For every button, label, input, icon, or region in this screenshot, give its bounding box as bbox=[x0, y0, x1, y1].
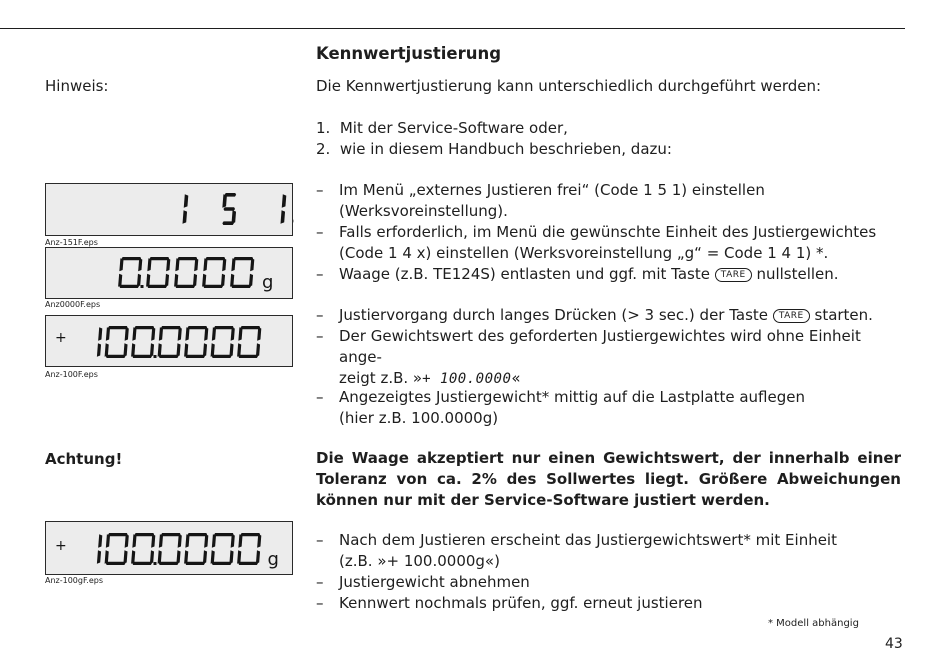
lcd-segment bbox=[211, 343, 215, 357]
lcd-segment bbox=[256, 343, 260, 357]
lcd-segment bbox=[147, 285, 167, 288]
bullet-text-part: Justiervorgang durch langes Drücken (> 3 sec.) der Taste bbox=[339, 306, 769, 324]
lcd-segment bbox=[257, 534, 261, 548]
bullet-item bbox=[316, 222, 901, 264]
lcd-segment bbox=[125, 534, 129, 548]
lcd-segment bbox=[161, 326, 181, 329]
lcd-segment bbox=[132, 327, 136, 341]
footnote: * Modell abhängig bbox=[768, 618, 859, 629]
bullet-text-line: Nach dem Justieren erscheint das Justiergewichtswert* mit Einheit bbox=[339, 531, 837, 549]
lcd-segment bbox=[178, 257, 198, 260]
side-label-achtung: Achtung! bbox=[45, 450, 123, 468]
bullet-text: Kennwert nochmals prüfen, ggf. erneut justieren bbox=[339, 594, 703, 612]
bullet-marker: – bbox=[316, 306, 324, 324]
lcd-segment bbox=[204, 534, 208, 548]
lcd-segment bbox=[178, 534, 182, 548]
bullet-item bbox=[316, 593, 901, 614]
lcd-segment bbox=[175, 258, 179, 271]
lcd-decimal-point bbox=[141, 285, 144, 288]
lcd-segment bbox=[151, 534, 155, 548]
lcd-display bbox=[45, 247, 293, 299]
bullet-text bbox=[339, 305, 901, 326]
lcd-segment bbox=[231, 285, 251, 288]
lcd-segment bbox=[214, 533, 234, 536]
lcd-segment bbox=[108, 326, 128, 329]
section-title: Kennwertjustierung bbox=[316, 44, 502, 63]
lcd-segment bbox=[119, 285, 139, 288]
lcd-digits bbox=[46, 522, 294, 576]
lcd-glyph: g bbox=[267, 549, 279, 570]
lcd-segment bbox=[212, 355, 232, 358]
bullet-text bbox=[339, 264, 901, 285]
lcd-segment bbox=[106, 355, 126, 358]
bullet-text-part: nullstellen. bbox=[756, 265, 839, 283]
lcd-segment bbox=[122, 257, 142, 260]
item-number: 2. bbox=[316, 140, 331, 158]
lcd-segment bbox=[221, 274, 225, 287]
lcd-segment bbox=[238, 355, 258, 358]
lcd-segment bbox=[238, 327, 242, 341]
lcd-glyph: g bbox=[262, 272, 274, 293]
bullet-marker: – bbox=[316, 327, 324, 345]
lcd-segment bbox=[151, 327, 155, 341]
lcd-segment bbox=[257, 327, 261, 341]
bullet-text-line: Angezeigtes Justiergewicht* mittig auf die Lastplatte auflegen bbox=[339, 388, 805, 406]
lcd-segment bbox=[237, 550, 241, 564]
bullet-item bbox=[316, 387, 901, 429]
tare-key-icon: TARE bbox=[715, 268, 752, 282]
figure-caption: Anz-100gF.eps bbox=[45, 576, 104, 585]
lcd-segment bbox=[203, 285, 223, 288]
bullet-marker: – bbox=[316, 223, 324, 241]
lcd-segment bbox=[229, 550, 233, 564]
lcd-segment bbox=[159, 355, 179, 358]
lcd-segment bbox=[238, 562, 258, 565]
lcd-segment bbox=[241, 533, 261, 536]
bullet-marker: – bbox=[316, 388, 324, 406]
inline-display-value: + 100.0000 bbox=[422, 371, 512, 387]
lcd-segment bbox=[161, 533, 181, 536]
lcd-segment bbox=[185, 562, 205, 565]
lcd-segment bbox=[150, 257, 170, 260]
lcd-segment bbox=[256, 550, 260, 564]
lcd-segment bbox=[159, 562, 179, 565]
header-rule bbox=[0, 28, 905, 29]
lcd-digits bbox=[46, 248, 294, 300]
lcd-segment bbox=[214, 326, 234, 329]
lcd-segment bbox=[229, 343, 233, 357]
intro-text: Die Kennwertjustierung kann unterschiedlich durchgeführt werden: bbox=[316, 77, 822, 95]
lcd-segment bbox=[123, 343, 127, 357]
lcd-segment bbox=[231, 327, 235, 341]
lcd-segment bbox=[234, 257, 254, 260]
lcd-segment bbox=[132, 562, 152, 565]
lcd-display bbox=[45, 183, 293, 236]
bullet-item bbox=[316, 572, 901, 593]
lcd-segment bbox=[206, 257, 226, 260]
lcd-segment bbox=[280, 210, 285, 224]
lcd-segment bbox=[105, 343, 109, 357]
figure-caption: Anz-151F.eps bbox=[45, 238, 98, 247]
bullet-item bbox=[316, 326, 901, 390]
warning-paragraph: Die Waage akzeptiert nur einen Gewichtswert, der innerhalb einer Toleranz von ca. 2% des Sollwertes liegt. Größere Abweichungen können nur mit der Service-Software justiert werden. bbox=[316, 449, 901, 509]
bullet-text-part: starten. bbox=[814, 306, 873, 324]
item-text: wie in diesem Handbuch beschrieben, dazu: bbox=[339, 140, 672, 158]
numbered-item bbox=[316, 139, 672, 160]
lcd-segment bbox=[193, 274, 197, 287]
lcd-digits bbox=[46, 316, 294, 368]
lcd-segment bbox=[188, 533, 208, 536]
lcd-segment bbox=[212, 562, 232, 565]
bullet-item bbox=[316, 264, 901, 285]
lcd-glyph: + bbox=[55, 538, 67, 554]
lcd-segment bbox=[203, 550, 207, 564]
bullet-text bbox=[339, 326, 901, 390]
lcd-segment bbox=[176, 343, 180, 357]
lcd-segment bbox=[150, 550, 154, 564]
bullet-text-part: Waage (z.B. TE124S) entlasten und ggf. mit Taste bbox=[339, 265, 710, 283]
lcd-segment bbox=[237, 343, 241, 357]
lcd-segment bbox=[249, 274, 253, 287]
lcd-segment bbox=[123, 550, 127, 564]
lcd-segment bbox=[132, 355, 152, 358]
lcd-segment bbox=[178, 327, 182, 341]
lcd-decimal-point bbox=[154, 562, 157, 565]
lcd-segment bbox=[188, 326, 208, 329]
lcd-segment bbox=[223, 207, 235, 211]
bullet-item bbox=[316, 305, 901, 326]
lcd-segment bbox=[203, 343, 207, 357]
lcd-segment bbox=[125, 327, 129, 341]
lcd-segment bbox=[150, 343, 154, 357]
lcd-segment bbox=[159, 534, 163, 548]
bullet-marker: – bbox=[316, 265, 324, 283]
bullet-text bbox=[339, 530, 901, 572]
lcd-segment bbox=[182, 210, 187, 224]
bullet-item bbox=[316, 530, 901, 572]
lcd-segment bbox=[204, 327, 208, 341]
lcd-segment bbox=[98, 534, 102, 548]
side-label-hinweis: Hinweis: bbox=[45, 77, 109, 95]
bullet-text-line: (z.B. »+ 100.0000g«) bbox=[339, 552, 500, 570]
lcd-glyph: + bbox=[55, 330, 67, 346]
numbered-item bbox=[316, 118, 568, 139]
lcd-segment bbox=[135, 533, 155, 536]
bullet-text: Justiergewicht abnehmen bbox=[339, 573, 530, 591]
lcd-display bbox=[45, 521, 293, 575]
lcd-segment bbox=[222, 194, 227, 208]
lcd-segment bbox=[147, 258, 151, 271]
lcd-segment bbox=[137, 274, 141, 287]
lcd-segment bbox=[106, 534, 110, 548]
lcd-segment bbox=[231, 210, 236, 224]
lcd-segment bbox=[185, 534, 189, 548]
lcd-segment bbox=[184, 343, 188, 357]
lcd-segment bbox=[241, 326, 261, 329]
bullet-marker: – bbox=[316, 181, 324, 199]
lcd-segment bbox=[238, 534, 242, 548]
item-number: 1. bbox=[316, 119, 331, 137]
bullet-text bbox=[339, 387, 901, 429]
lcd-segment bbox=[158, 343, 162, 357]
bullet-text: Im Menü „externes Justieren frei“ (Code 1 5 1) einstellen (Werksvoreinstellung). bbox=[339, 181, 765, 220]
item-text: Mit der Service-Software oder, bbox=[339, 119, 568, 137]
lcd-segment bbox=[184, 550, 188, 564]
lcd-segment bbox=[211, 550, 215, 564]
bullet-marker: – bbox=[316, 573, 324, 591]
lcd-segment bbox=[159, 327, 163, 341]
tare-key-icon: TARE bbox=[773, 309, 810, 323]
lcd-segment bbox=[184, 194, 189, 208]
lcd-segment bbox=[158, 550, 162, 564]
lcd-segment bbox=[175, 285, 195, 288]
figure-caption: Anz0000F.eps bbox=[45, 300, 101, 309]
lcd-display bbox=[45, 315, 293, 367]
lcd-segment bbox=[176, 550, 180, 564]
bullet-marker: – bbox=[316, 531, 324, 549]
lcd-segment bbox=[203, 258, 207, 271]
bullet-marker: – bbox=[316, 594, 324, 612]
lcd-segment bbox=[97, 550, 101, 564]
lcd-segment bbox=[106, 562, 126, 565]
bullet-item bbox=[316, 180, 901, 222]
lcd-segment bbox=[119, 258, 123, 271]
lcd-segment bbox=[135, 326, 155, 329]
lcd-segment bbox=[132, 534, 136, 548]
bullet-text-part: zeigt z.B. » bbox=[339, 369, 423, 387]
lcd-segment bbox=[165, 274, 169, 287]
lcd-segment bbox=[185, 355, 205, 358]
lcd-digits bbox=[46, 184, 294, 237]
lcd-segment bbox=[131, 550, 135, 564]
bullet-text-part: « bbox=[511, 369, 521, 387]
lcd-segment bbox=[105, 550, 109, 564]
lcd-segment bbox=[212, 327, 216, 341]
lcd-segment bbox=[282, 194, 287, 208]
bullet-text-line: Der Gewichtswert des geforderten Justiergewichtes wird ohne Einheit ange- bbox=[339, 327, 861, 366]
lcd-segment bbox=[97, 343, 101, 357]
figure-caption: Anz-100F.eps bbox=[45, 370, 98, 379]
bullet-text-line: (hier z.B. 100.0000g) bbox=[339, 409, 499, 427]
lcd-segment bbox=[108, 533, 128, 536]
lcd-segment bbox=[131, 343, 135, 357]
lcd-decimal-point bbox=[154, 355, 157, 358]
lcd-segment bbox=[106, 327, 110, 341]
lcd-segment bbox=[185, 327, 189, 341]
bullet-text: Falls erforderlich, im Menü die gewünschte Einheit des Justiergewichtes (Code 1 4 x) einstellen (Werksvoreinstellung „g“ = Code 1 4 1) *. bbox=[339, 223, 877, 262]
lcd-segment bbox=[231, 534, 235, 548]
page-number: 43 bbox=[885, 636, 903, 652]
lcd-segment bbox=[231, 258, 235, 271]
lcd-segment bbox=[98, 327, 102, 341]
lcd-segment bbox=[212, 534, 216, 548]
